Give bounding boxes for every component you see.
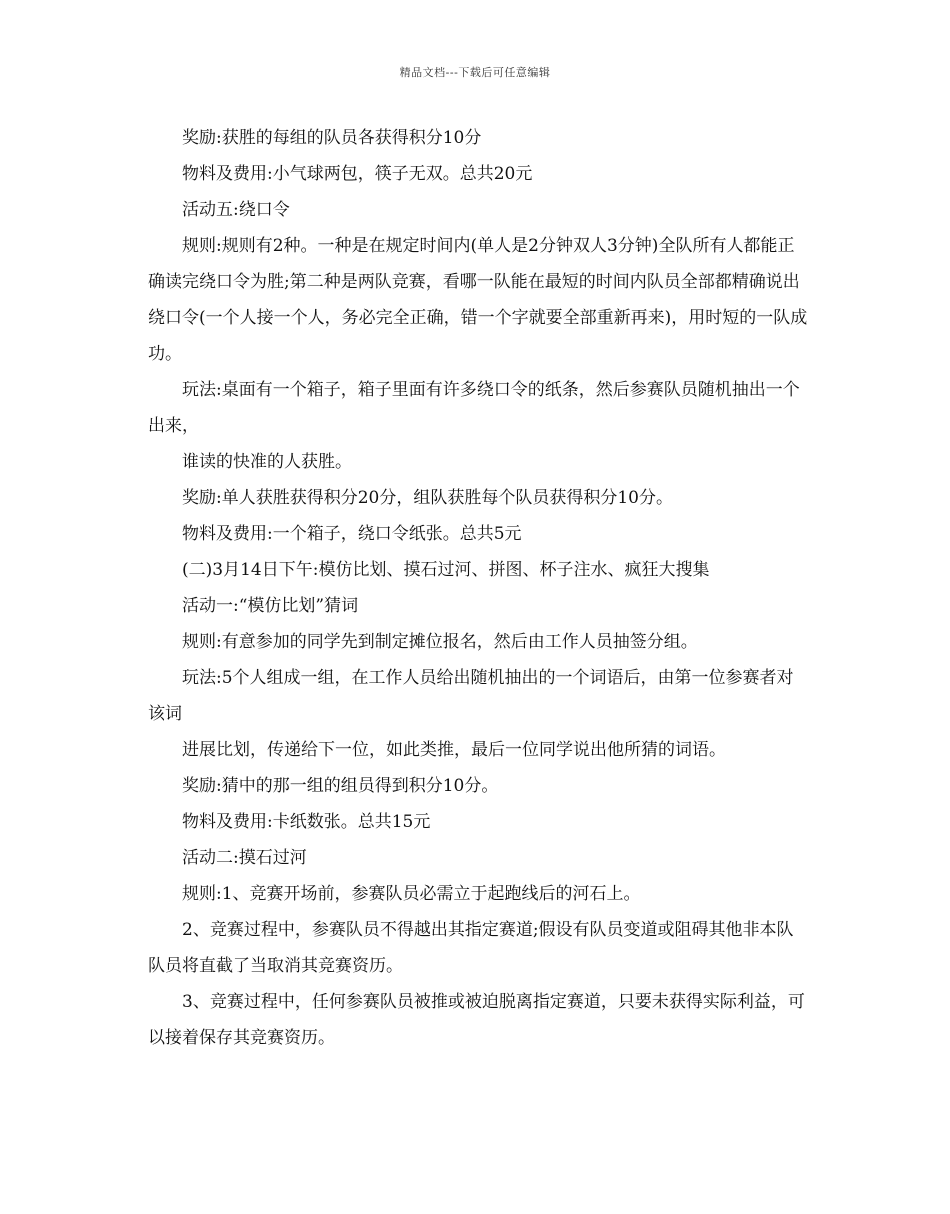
paragraph: 奖励:获胜的每组的队员各获得积分10分 <box>182 128 482 148</box>
paragraph: 谁读的快准的人获胜。 <box>182 452 352 472</box>
paragraph: 规则:有意参加的同学先到制定摊位报名，然后由工作人员抽签分组。 <box>182 632 698 652</box>
paragraph: 玩法:5个人组成一组，在工作人员给出随机抽出的一个词语后，由第一位参赛者对该词 <box>148 668 794 724</box>
paragraph: 进展比划，传递给下一位，如此类推，最后一位同学说出他所猜的词语。 <box>182 740 726 760</box>
paragraph: 奖励:猜中的那一组的组员得到积分10分。 <box>182 776 499 796</box>
document-body <box>148 120 808 1056</box>
paragraph: 活动二:摸石过河 <box>182 848 307 868</box>
paragraph: 规则:1、竞赛开场前，参赛队员必需立于起跑线后的河石上。 <box>182 884 641 904</box>
paragraph: 3、竞赛过程中，任何参赛队员被推或被迫脱离指定赛道，只要未获得实际利益，可以接着保存其竞赛资历。 <box>148 992 805 1048</box>
paragraph: (二)3月14日下午:模仿比划、摸石过河、拼图、杯子注水、疯狂大搜集 <box>182 560 710 580</box>
paragraph: 物料及费用:卡纸数张。总共15元 <box>182 812 431 832</box>
paragraph: 奖励:单人获胜获得积分20分，组队获胜每个队员获得积分10分。 <box>182 488 673 508</box>
paragraph: 玩法:桌面有一个箱子，箱子里面有许多绕口令的纸条，然后参赛队员随机抽出一个出来， <box>148 380 800 436</box>
paragraph: 物料及费用:一个箱子，绕口令纸张。总共5元 <box>182 524 522 544</box>
paragraph: 规则:规则有2种。一种是在规定时间内(单人是2分钟双人3分钟)全队所有人都能正确读完绕口令为胜;第二种是两队竞赛，看哪一队能在最短的时间内队员全部都精确说出绕口令(一个人接一个人，务必完全正确，错一个字就要全部重新再来)，用时短的一队成功。 <box>148 236 808 364</box>
paragraph: 活动一:“模仿比划”猜词 <box>182 596 359 616</box>
paragraph: 物料及费用:小气球两包，筷子无双。总共20元 <box>182 164 533 184</box>
paragraph: 活动五:绕口令 <box>182 200 290 220</box>
paragraph: 2、竞赛过程中，参赛队员不得越出其指定赛道;假设有队员变道或阻碍其他非本队队员将直截了当取消其竞赛资历。 <box>148 920 794 976</box>
page-header: 精品文档---下载后可任意编辑 <box>399 66 551 79</box>
